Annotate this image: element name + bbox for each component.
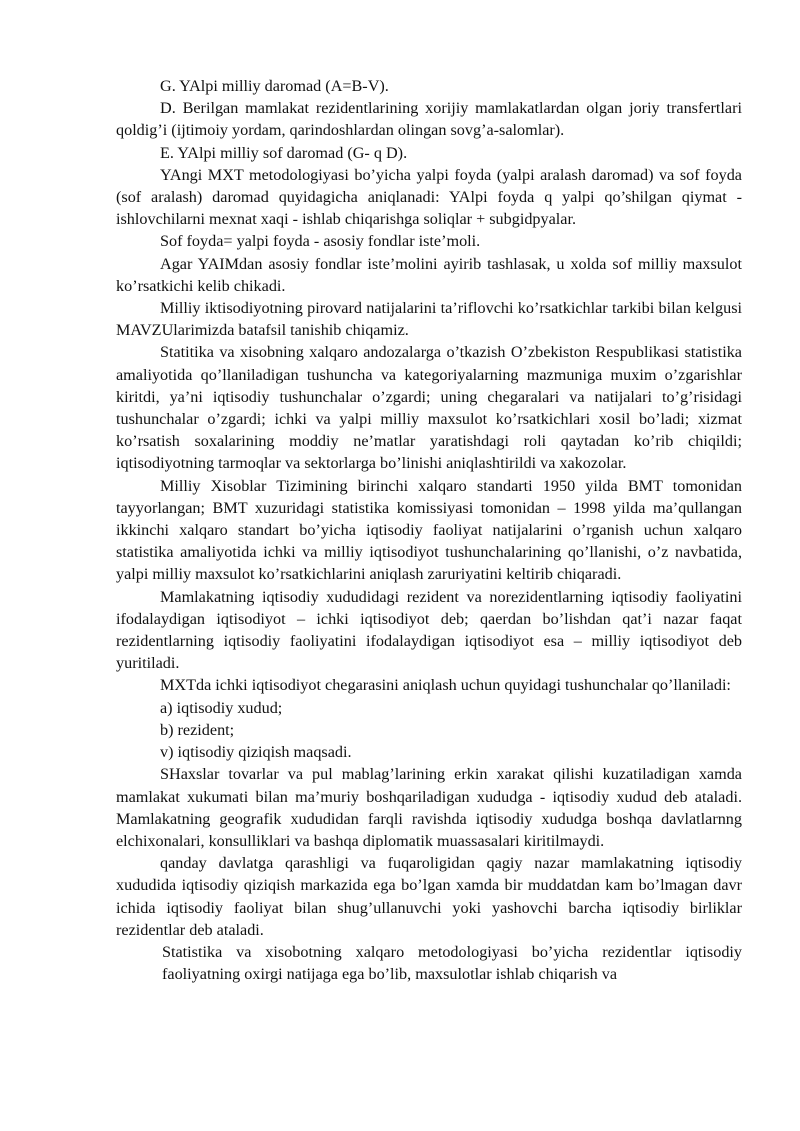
paragraph-xalqaro-metodologiya: Statistika va xisobotning xalqaro metodologiyasi bo’yicha rezidentlar iqtisodiy faoliyatning oxirgi natijaga ega bo’lib, maxsulotlar ishlab chiqarish va	[162, 942, 742, 984]
paragraph-e: E. YAlpi milliy sof daromad (G- q D).	[160, 143, 408, 162]
paragraph-xalqaro-andozalar: Statitika va xisobning xalqaro andozalarga o’tkazish O’zbekiston Respublikasi statistika amaliyotida qo’llaniladigan tushuncha va kategoriyalarning mazmuniga muxim o’zgarishlar kiritdi, ya’ni iqtisodiy tushunchalar o’zgardi; uning chegaralari va natijalari to’g’risidagi tushunchalar o’zgardi; ichki va yalpi milliy maxsulot ko’rsatkichlari xosil bo’ladi; xizmat ko’rsatish soxalarining moddiy ne’matlar yaratishdagi roli qaytadan ko’rib chiqildi; iqtisodiyotning tarmoqlar va sektorlarga bo’linishi aniqlashtirildi va xakozolar.	[116, 343, 742, 473]
paragraph-sof-foyda: Sof foyda= yalpi foyda - asosiy fondlar iste’moli.	[160, 232, 481, 251]
paragraph-iqtisodiy-xudud: SHaxslar tovarlar va pul mablag’larining erkin xarakat qilishi kuzatiladigan xamda mamlakat xukumati bilan ma’muriy boshqariladigan xududga - iqtisodiy xudud deb ataladi. Mamlakatning geografik xududidan farqli ravishda iqtisodiy xududga boshqa davlatlarnng elchixonalari, konsulliklari va bashqa diplomatik muassasalari kiritilmaydi.	[116, 765, 742, 850]
paragraph-ichki-iqtisodiyot: Mamlakatning iqtisodiy xududidagi rezident va norezidentlarning iqtisodiy faoliyatini ifodalaydigan iqtisodiyot – ichki iqtisodiyot deb; qaerdan bo’lishdan qat’i nazar faqat rezidentlarning iqtisodiy faoliyatini ifodalaydigan iqtisodiyot esa – milliy iqtisodiyot deb yuritiladi.	[116, 587, 742, 673]
paragraph-d: D. Berilgan mamlakat rezidentlarining xorijiy mamlakatlardan olgan joriy transfertlari qoldig’i (ijtimoiy yordam, qarindoshlardan olingan sovg’a-salomlar).	[116, 99, 742, 140]
paragraph-yalpi-foyda: YAngi MXT metodologiyasi bo’yicha yalpi foyda (yalpi aralash daromad) va sof foyda (sof aralash) daromad quyidagicha aniqlanadi: YAlpi foyda q yalpi qo’shilgan qiymat - ishlovchilarni mexnat xaqi - ishlab chiqarishga soliqlar + subgidpyalar.	[116, 165, 742, 229]
paragraph-mxt-standarti: Milliy Xisoblar Tizimining birinchi xalqaro standarti 1950 yilda BMT tomonidan tayyorlangan; BMT xuzuridagi statistika komissiyasi tomonidan – 1998 yilda ma’qullangan ikkinchi xalqaro standart bo’yicha iqtisodiy faoliyat natijalarini o’rganish uchun xalqaro statistika amaliyotida ichki va milliy iqtisodiyot tushunchalarining qo’llanishi, o’z navbatida, yalpi milliy maxsulot ko’rsatkichlarini aniqlash zaruriyatini keltirib chiqaradi.	[116, 476, 742, 584]
list-item: b) rezident;	[160, 720, 235, 739]
list-item: v) iqtisodiy qiziqish maqsadi.	[160, 743, 352, 762]
paragraph-mxt-tushunchalar: MXTda ichki iqtisodiyot chegarasini aniqlash uchun quyidagi tushunchalar qo’llaniladi:	[160, 676, 731, 695]
paragraph-g: G. YAlpi milliy daromad (A=B-V).	[160, 77, 389, 95]
paragraph-rezidentlar: qanday davlatga qarashligi va fuqaroligidan qagiy nazar mamlakatning iqtisodiy xududida iqtisodiy qiziqish markazida ega bo’lgan xamda bir muddatdan kam bo’lmagan davr ichida iqtisodiy faoliyat bilan shug’ullanuvchi yoki yashovchi barcha iqtisodiy birliklar rezidentlar deb ataladi.	[116, 854, 742, 939]
list-item: a) iqtisodiy xudud;	[160, 698, 283, 717]
paragraph-pirovard-natijalar: Milliy iktisodiyotning pirovard natijalarini ta’riflovchi ko’rsatkichlar tarkibi bilan kelgusi MAVZUlarimizda batafsil tanishib chiqamiz.	[116, 299, 742, 340]
paragraph-sof-milliy-maxsulot: Agar YAIMdan asosiy fondlar iste’molini ayirib tashlasak, u xolda sof milliy maxsulot ko’rsatkichi kelib chikadi.	[116, 254, 742, 295]
